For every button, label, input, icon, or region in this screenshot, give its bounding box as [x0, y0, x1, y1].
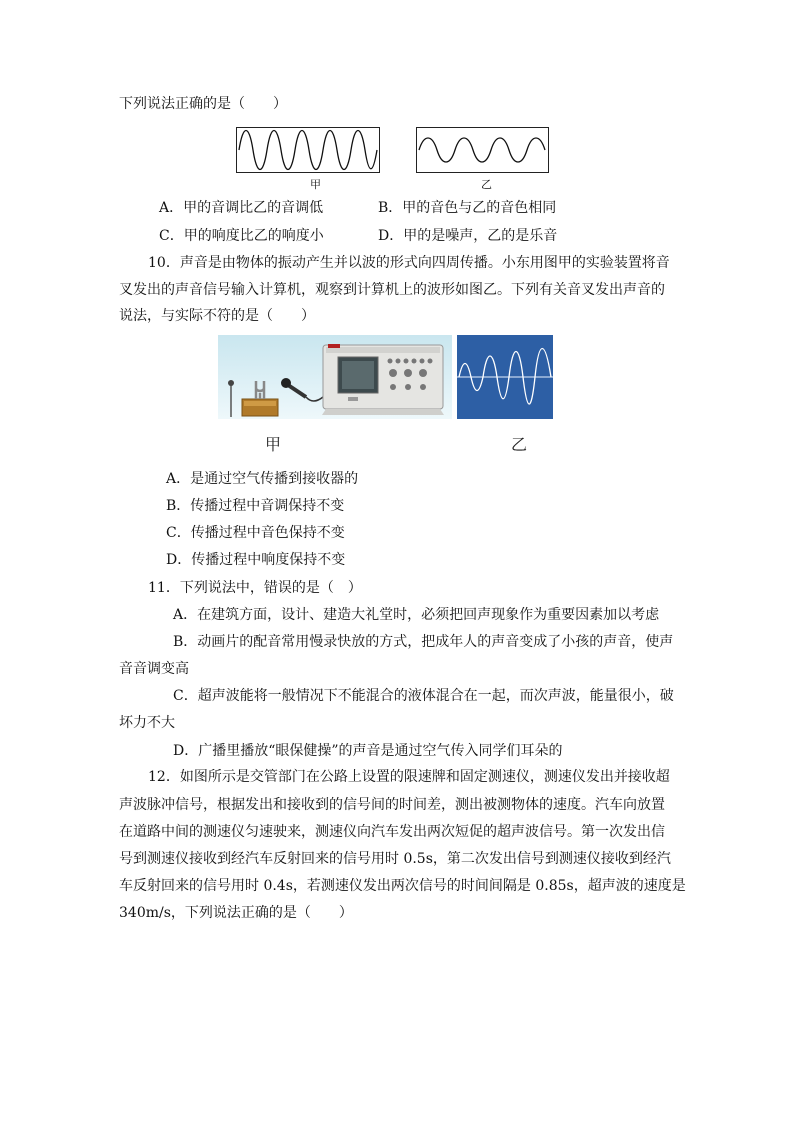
q9-option-d: D．甲的是噪声，乙的是乐音 [378, 228, 558, 244]
q11-stem: 11．下列说法中，错误的是（ ） [148, 580, 362, 596]
q11-line-4: C．超声波能将一般情况下不能混合的液体混合在一起，而次声波，能量很小，破 [173, 688, 674, 704]
q10-line-2: 叉发出的声音信号输入计算机，观察到计算机上的波形如图乙。下列有关音叉发出声音的 [119, 282, 665, 298]
q10-option-b: B．传播过程中音调保持不变 [166, 498, 345, 514]
q9-stem: 下列说法正确的是（ ） [119, 96, 287, 112]
q12-line-6: 340m/s，下列说法正确的是（ ） [119, 905, 353, 921]
q11-line-5: 坏力不大 [119, 715, 175, 731]
wave-figure-jia [236, 127, 380, 173]
q12-line-3: 在道路中间的测速仪匀速驶来，测速仪向汽车发出两次短促的超声波信号。第一次发出信 [119, 824, 665, 840]
apparatus-photo [218, 335, 452, 419]
q10-caption-jia: 甲 [265, 435, 282, 454]
q9-option-a: A．甲的音调比乙的音调低 [159, 200, 324, 216]
q10-option-a: A．是通过空气传播到接收器的 [166, 471, 359, 487]
q9-option-c: C．甲的响度比乙的响度小 [159, 228, 324, 244]
q10-option-c: C．传播过程中音色保持不变 [166, 525, 345, 541]
q9-option-b: B．甲的音色与乙的音色相同 [378, 200, 557, 216]
q11-line-2: B．动画片的配音常用慢录快放的方式，把成年人的声音变成了小孩的声音，使声 [173, 634, 674, 650]
q12-line-5: 车反射回来的信号用时 0.4s，若测速仪发出两次信号的时间间隔是 0.85s，超声波的速度是 [119, 878, 686, 894]
q12-line-4: 号到测速仪接收到经汽车反射回来的信号用时 0.5s，第二次发出信号到测速仪接收到经汽 [119, 851, 671, 867]
q10-line-3: 说法，与实际不符的是（ ） [119, 308, 315, 324]
q11-line-6: D．广播里播放“眼保健操”的声音是通过空气传入同学们耳朵的 [173, 743, 563, 759]
q11-line-3: 音音调变高 [119, 661, 189, 677]
q10-line-1: 10．声音是由物体的振动产生并以波的形式向四周传播。小东用图甲的实验装置将音 [148, 255, 670, 271]
q9-caption-yi: 乙 [481, 178, 492, 191]
scope-waveform [457, 335, 553, 419]
q10-caption-yi: 乙 [511, 435, 528, 454]
q9-caption-jia: 甲 [310, 178, 321, 191]
q11-line-1: A．在建筑方面，设计、建造大礼堂时，必须把回声现象作为重要因素加以考虑 [173, 607, 660, 623]
q10-option-d: D．传播过程中响度保持不变 [166, 552, 346, 568]
q12-line-2: 声波脉冲信号，根据发出和接收到的信号间的时间差，测出被测物体的速度。汽车向放置 [119, 797, 665, 813]
wave-figure-yi [416, 127, 549, 173]
q12-line-1: 12．如图所示是交管部门在公路上设置的限速牌和固定测速仪，测速仪发出并接收超 [148, 769, 670, 785]
